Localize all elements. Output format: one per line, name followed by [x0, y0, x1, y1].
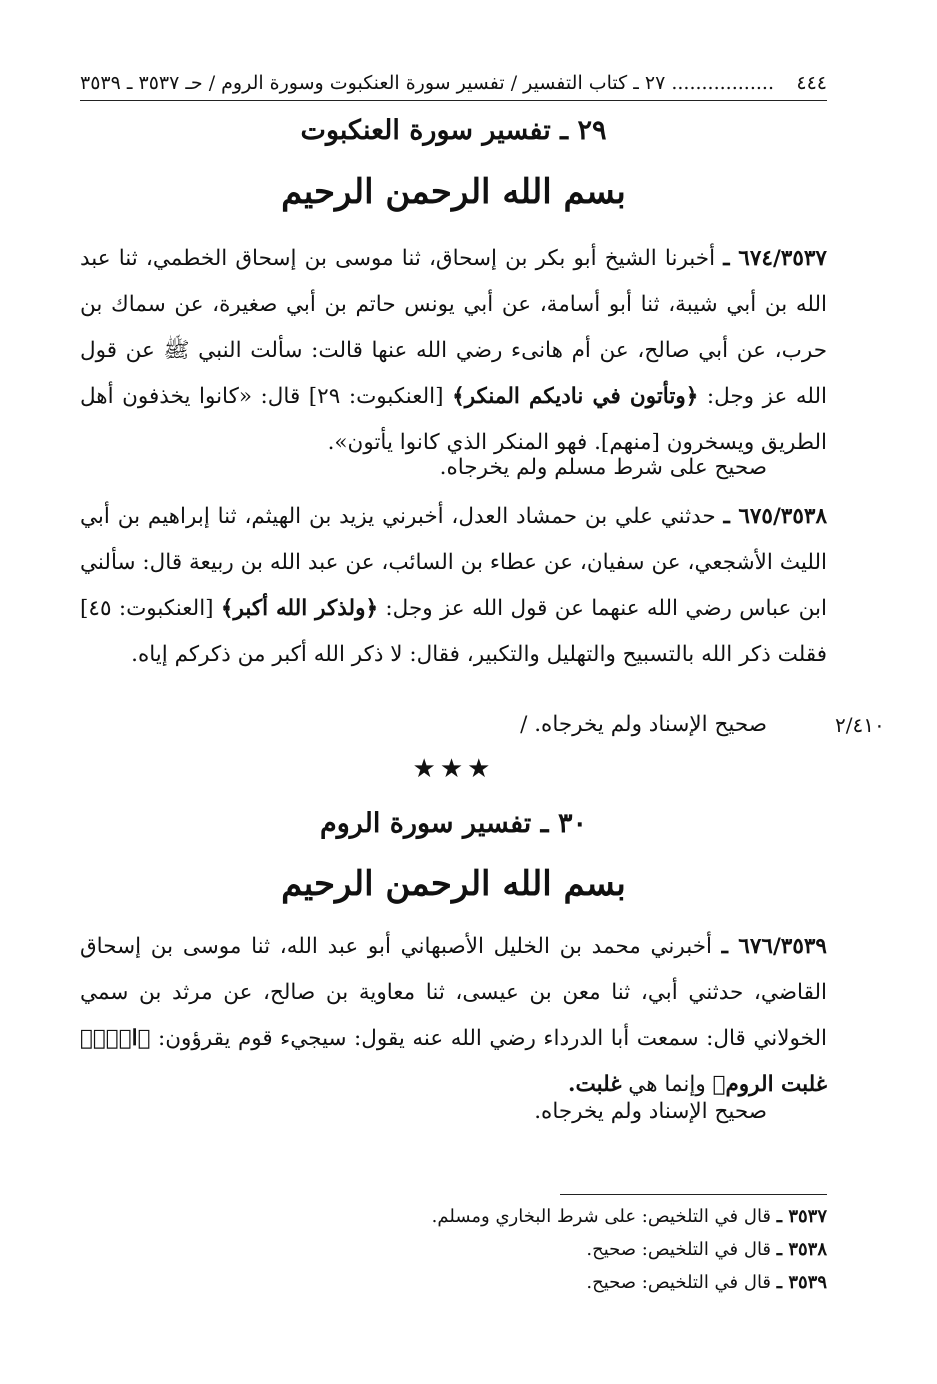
hadith-text: [العنكبوت: ٢٩] قال: «كانوا يخذفون أهل الطريق ويسخرون [منهم]. فهو المنكر الذي كانوا يأتون». — [80, 384, 827, 455]
footnote-text: قال في التلخيص: على شرط البخاري ومسلم. — [431, 1206, 772, 1227]
section-title-ankabut: ٢٩ ـ تفسير سورة العنكبوت — [300, 115, 607, 146]
hadith-3539 — [80, 924, 827, 1108]
hadith-number: ٦٧٤/٣٥٣٧ ـ — [723, 246, 827, 271]
hadith-text: [العنكبوت: ٤٥] فقلت ذكر الله بالتسبيح والتهليل والتكبير، فقال: لا ذكر الله أكبر من ذكركم إياه. — [80, 596, 827, 667]
footnote-text: قال في التلخيص: صحيح. — [586, 1272, 772, 1293]
hadith-text: أخبرنا الشيخ أبو بكر بن إسحاق، ثنا موسى بن إسحاق الخطمي، ثنا عبد الله بن أبي شيبة، ثنا أبو أسامة، عن أبي يونس حاتم بن أبي صغيرة، عن سماك بن حرب، عن أبي صالح، عن أم هانىء رضي الله عنها قالت: سألت النبي ﷺ عن قول الله عز وجل: — [80, 246, 827, 409]
hadith-verdict: صحيح الإسناد ولم يخرجاه. — [534, 1099, 767, 1124]
section-separator: ★★★ — [412, 754, 495, 784]
section-title-rum: ٣٠ ـ تفسير سورة الروم — [320, 808, 587, 839]
hadith-verdict: صحيح على شرط مسلم ولم يخرجاه. — [439, 455, 767, 480]
hadith-3537 — [80, 236, 827, 466]
footnote — [80, 1200, 827, 1233]
hadith-3538 — [80, 494, 827, 678]
hadith-verdict: صحيح الإسناد ولم يخرجاه. / — [520, 712, 767, 737]
hadith-text: أخبرني محمد بن الخليل الأصبهاني أبو عبد الله، ثنا موسى بن إسحاق القاضي، حدثني أبي، ثنا معن بن عيسى، ثنا معاوية بن صالح، عن مرثد بن سمي الخولاني قال: سمعت أبا الدرداء رضي الله عنه يقول: سيجيء قوم يقرؤون: — [80, 934, 827, 1051]
quran-verse: ﴿الۤمۤ غلبت الروم﴾ — [80, 1026, 827, 1097]
footnote-number: ٣٥٣٨ ـ — [776, 1239, 827, 1260]
footnote — [80, 1266, 827, 1299]
footnote-number: ٣٥٣٩ ـ — [776, 1272, 827, 1293]
footnote-divider — [560, 1194, 827, 1195]
hadith-text: وإنما هي — [621, 1072, 713, 1097]
footnote — [80, 1233, 827, 1266]
quran-verse: ﴿وتأتون في ناديكم المنكر﴾ — [452, 384, 699, 409]
footnote-number: ٣٥٣٧ ـ — [776, 1206, 827, 1227]
footnotes — [80, 1200, 827, 1299]
hadith-number: ٦٧٥/٣٥٣٨ ـ — [723, 504, 827, 529]
hadith-text: حدثني علي بن حمشاد العدل، أخبرني يزيد بن الهيثم، ثنا إبراهيم بن أبي الليث الأشجعي، عن سفيان، عن عطاء بن السائب، عن عبد الله بن ربيعة قال: سألني ابن عباس رضي الله عنهما عن قول الله عز وجل: — [80, 504, 827, 621]
quran-verse: ﴿ولذكر الله أكبر﴾ — [220, 596, 379, 621]
quran-word: غلبت. — [568, 1072, 622, 1097]
footnote-text: قال في التلخيص: صحيح. — [586, 1239, 772, 1260]
running-title: ................. ٢٧ ـ كتاب التفسير / تفسير سورة العنكبوت وسورة الروم / حـ ٣٥٣٧ ـ ٣٥٣٩ — [80, 72, 774, 94]
page-header — [80, 66, 827, 101]
basmala-2: بسم الله الرحمن الرحيم — [281, 864, 626, 904]
basmala-1: بسم الله الرحمن الرحيم — [281, 172, 626, 212]
margin-reference: ٢/٤١٠ — [835, 713, 885, 737]
hadith-number: ٦٧٦/٣٥٣٩ ـ — [721, 934, 827, 959]
page-number: ٤٤٤ — [796, 72, 827, 94]
